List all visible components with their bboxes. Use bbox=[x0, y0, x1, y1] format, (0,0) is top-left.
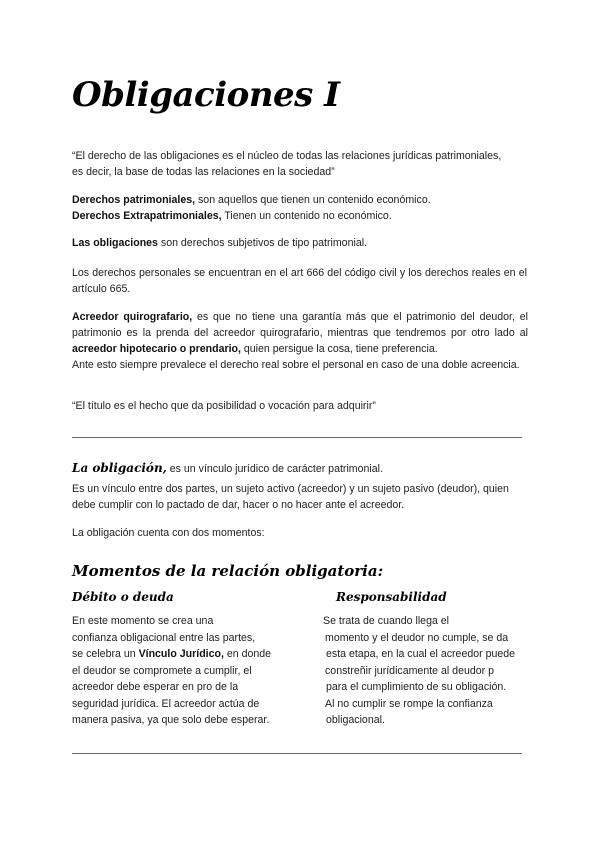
term-la-obligacion: La obligación, bbox=[72, 461, 167, 475]
acreedor-paragraph bbox=[72, 309, 528, 373]
acreedor-text-2: quien persigue la cosa, tiene preferencia. bbox=[240, 343, 438, 355]
debito-line: En este momento se crea una bbox=[72, 615, 214, 627]
responsabilidad-line: constreñir jurídicamente al deudor p bbox=[325, 664, 495, 677]
section-divider bbox=[72, 753, 522, 754]
term-vinculo-juridico: Vínculo Jurídico, bbox=[138, 648, 224, 660]
debito-line: acreedor debe esperar en pro de la bbox=[72, 681, 239, 693]
debito-line-pre: se celebra un bbox=[72, 648, 139, 660]
debito-line bbox=[72, 646, 307, 663]
debito-line-post: en donde bbox=[223, 648, 272, 660]
quote-line-2: es decir, la base de todas las relaciones en la sociedad” bbox=[72, 166, 335, 178]
term-acreedor-hipotecario: acreedor hipotecario o prendario, bbox=[72, 343, 241, 355]
debito-line: confianza obligacional entre las partes, bbox=[72, 631, 256, 644]
section-divider bbox=[72, 437, 522, 438]
responsabilidad-line: obligacional. bbox=[326, 714, 385, 726]
term-derechos-extrapatrimoniales: Derechos Extrapatrimoniales, bbox=[72, 210, 222, 222]
responsabilidad-line: momento y el deudor no cumple, se da bbox=[325, 631, 509, 644]
definition-patrimoniales: son aquellos que tienen un contenido económico. bbox=[195, 194, 431, 206]
la-obligacion-paragraph bbox=[72, 460, 528, 477]
term-las-obligaciones: Las obligaciones bbox=[72, 237, 158, 249]
responsabilidad-line: Al no cumplir se rompe la confianza bbox=[325, 697, 493, 710]
vinculo-paragraph: Es un vínculo entre dos partes, un sujeto activo (acreedor) y un sujeto pasivo (deudor), quien debe cumplir con lo pactado de dar, hacer o no hacer ante el acreedor. bbox=[72, 483, 509, 511]
definition-extrapatrimoniales: Tienen un contenido no económico. bbox=[221, 210, 392, 222]
responsabilidad-line: esta etapa, en la cual el acreedor puede bbox=[326, 648, 516, 660]
responsabilidad-heading: Responsabilidad bbox=[336, 590, 447, 604]
responsabilidad-line: para el cumplimiento de su obligación. bbox=[326, 681, 507, 693]
momentos-intro: La obligación cuenta con dos momentos: bbox=[72, 527, 265, 539]
debito-heading: Débito o deuda bbox=[72, 590, 174, 604]
la-obligacion-text: es un vínculo jurídico de carácter patrimonial. bbox=[166, 463, 383, 475]
derechos-personales-paragraph: Los derechos personales se encuentran en el art 666 del código civil y los derechos reales en el artículo 665. bbox=[72, 267, 527, 295]
opening-quote bbox=[72, 148, 528, 180]
obligaciones-text: son derechos subjetivos de tipo patrimonial. bbox=[157, 237, 368, 249]
obligaciones-paragraph bbox=[72, 235, 528, 251]
responsabilidad-line: Se trata de cuando llega el bbox=[323, 615, 450, 627]
acreedor-text-1: es que no tiene una garantía más que el patrimonio del deudor, el patrimonio es la prenda del acreedor quirografario, mientras que tendremos por otro lado al bbox=[72, 311, 528, 339]
definitions-paragraph bbox=[72, 192, 528, 224]
debito-line: el deudor se compromete a cumplir, el bbox=[72, 664, 252, 677]
term-acreedor-quirografario: Acreedor quirografario, bbox=[72, 311, 193, 323]
quote-line-1: “El derecho de las obligaciones es el núcleo de todas las relaciones jurídicas patrimoniales, bbox=[72, 150, 502, 162]
responsabilidad-column bbox=[323, 613, 558, 729]
term-derechos-patrimoniales: Derechos patrimoniales, bbox=[72, 194, 196, 206]
debito-line: manera pasiva, ya que solo debe esperar. bbox=[72, 714, 270, 726]
acreedor-text-3: Ante esto siempre prevalece el derecho real sobre el personal en caso de una doble acreencia. bbox=[72, 359, 520, 371]
titulo-quote: “El título es el hecho que da posibilidad o vocación para adquirir” bbox=[72, 400, 376, 412]
debito-column bbox=[72, 613, 307, 729]
page-title: Obligaciones I bbox=[72, 75, 340, 115]
momentos-heading: Momentos de la relación obligatoria: bbox=[72, 562, 384, 580]
debito-line: seguridad jurídica. El acreedor actúa de bbox=[72, 697, 260, 710]
